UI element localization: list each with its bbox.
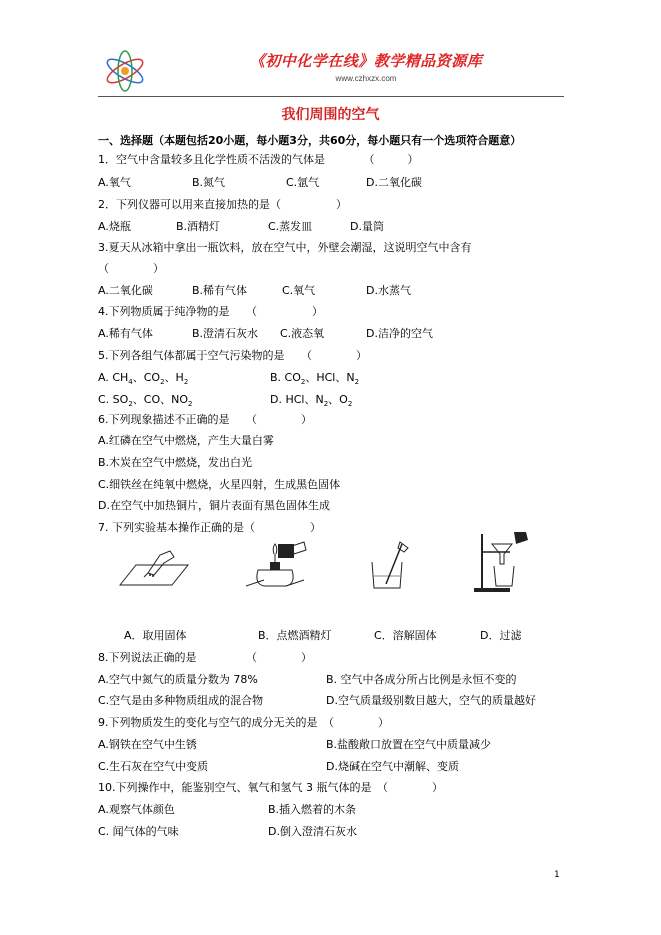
question-4-option-c: C.液态氧 [280,327,325,340]
question-7-option-b: B．点燃酒精灯 [258,629,332,642]
question-7-option-c: C．溶解固体 [374,629,437,642]
question-10-option-b: B.插入燃着的木条 [268,803,357,816]
question-1-option-c: C.氩气 [286,176,320,189]
question-2-option-b: B.酒精灯 [176,220,221,233]
question-10-option-a: A.观察气体颜色 [98,803,175,816]
question-10-option-c: C. 闻气体的气味 [98,825,179,838]
question-7-stem: 7. 下列实验基本操作正确的是（ ） [98,521,321,534]
document-title: 我们周围的空气 [281,107,380,123]
header-banner [98,44,564,96]
question-9-stem: 9.下列物质发生的变化与空气的成分无关的是 （ ） [98,716,389,729]
question-8-option-b: B. 空气中各成分所占比例是永恒不变的 [326,673,517,686]
question-2-option-c: C.蒸发皿 [268,220,313,233]
header-rule [98,96,564,97]
question-9-option-c: C.生石灰在空气中变质 [98,760,209,773]
question-3-option-d: D.水蒸气 [366,284,411,297]
figure-alcohol-lamp-icon [244,540,310,590]
question-3-stem: 3.夏天从冰箱中拿出一瓶饮料，放在空气中，外壁会潮湿，这说明空气中含有 [98,241,472,254]
figure-take-solid-icon [118,545,190,589]
question-2-option-d: D.量筒 [350,220,384,233]
banner-title: 《初中化学在线》教学精品资源库 [249,52,483,70]
question-5-option-b: B. $CO_2$、HCl、$N_2$ [270,371,360,387]
question-5-stem: 5.下列各组气体都属于空气污染物的是 （ ） [98,349,367,362]
question-6-option-a: A.红磷在空气中燃烧，产生大量白雾 [98,434,274,447]
figure-dissolve-icon [366,540,414,592]
question-4-stem: 4.下列物质属于纯净物的是 （ ） [98,305,323,318]
question-9-option-a: A.钢铁在空气中生锈 [98,738,197,751]
question-1-option-a: A.氧气 [98,176,131,189]
question-4-option-d: D.洁净的空气 [366,327,433,340]
question-2-option-a: A.烧瓶 [98,220,131,233]
question-8-option-d: D.空气质量级别数目越大，空气的质量越好 [326,694,536,707]
question-4-option-a: A.稀有气体 [98,327,153,340]
page-number: 1 [554,870,560,880]
question-10-stem: 10.下列操作中，能鉴别空气、氧气和氢气 3 瓶气体的是 （ ） [98,781,443,794]
question-1-option-d: D.二氧化碳 [366,176,422,189]
question-9-option-b: B.盐酸敞口放置在空气中质量减少 [326,738,492,751]
question-9-option-d: D.烧碱在空气中潮解、变质 [326,760,459,773]
question-3-option-b: B.稀有气体 [192,284,248,297]
question-3-stem-bracket: （ ） [98,262,164,275]
question-1-stem: 1．空气中含量较多且化学性质不活泼的气体是 （ ） [98,153,419,166]
question-3-option-c: C.氧气 [282,284,316,297]
question-6-option-d: D.在空气中加热铜片，铜片表面有黑色固体生成 [98,499,330,512]
question-3-option-a: A.二氧化碳 [98,284,153,297]
question-1-option-b: B.氮气 [192,176,226,189]
question-8-option-a: A.空气中氮气的质量分数为 78% [98,673,258,686]
figure-filtration-icon [470,530,534,594]
question-6-option-c: C.细铁丝在纯氧中燃烧，火星四射，生成黑色固体 [98,478,341,491]
question-6-stem: 6.下列现象描述不正确的是 （ ） [98,413,312,426]
question-8-option-c: C.空气是由多种物质组成的混合物 [98,694,264,707]
question-5-option-a: A. $CH_4$、$CO_2$、$H_2$ [98,371,189,387]
atom-logo-icon [102,48,148,94]
question-6-option-b: B.木炭在空气中燃烧，发出白光 [98,456,253,469]
question-7-option-d: D．过滤 [480,629,522,642]
question-5-option-c: C. $SO_2$、CO、$NO_2$ [98,393,193,409]
question-8-stem: 8.下列说法正确的是 （ ） [98,651,312,664]
banner-url: www.czhxzx.com [335,74,397,83]
question-5-option-d: D. HCl、$N_2$、$O_2$ [270,393,353,409]
question-2-stem: 2．下列仪器可以用来直接加热的是（ ） [98,198,347,211]
question-4-option-b: B.澄清石灰水 [192,327,259,340]
question-7-option-a: A．取用固体 [124,629,187,642]
question-10-option-d: D.倒入澄清石灰水 [268,825,357,838]
section-heading: 一、选择题（本题包括20小题，每小题3分，共60分，每小题只有一个选项符合题意） [98,134,522,147]
